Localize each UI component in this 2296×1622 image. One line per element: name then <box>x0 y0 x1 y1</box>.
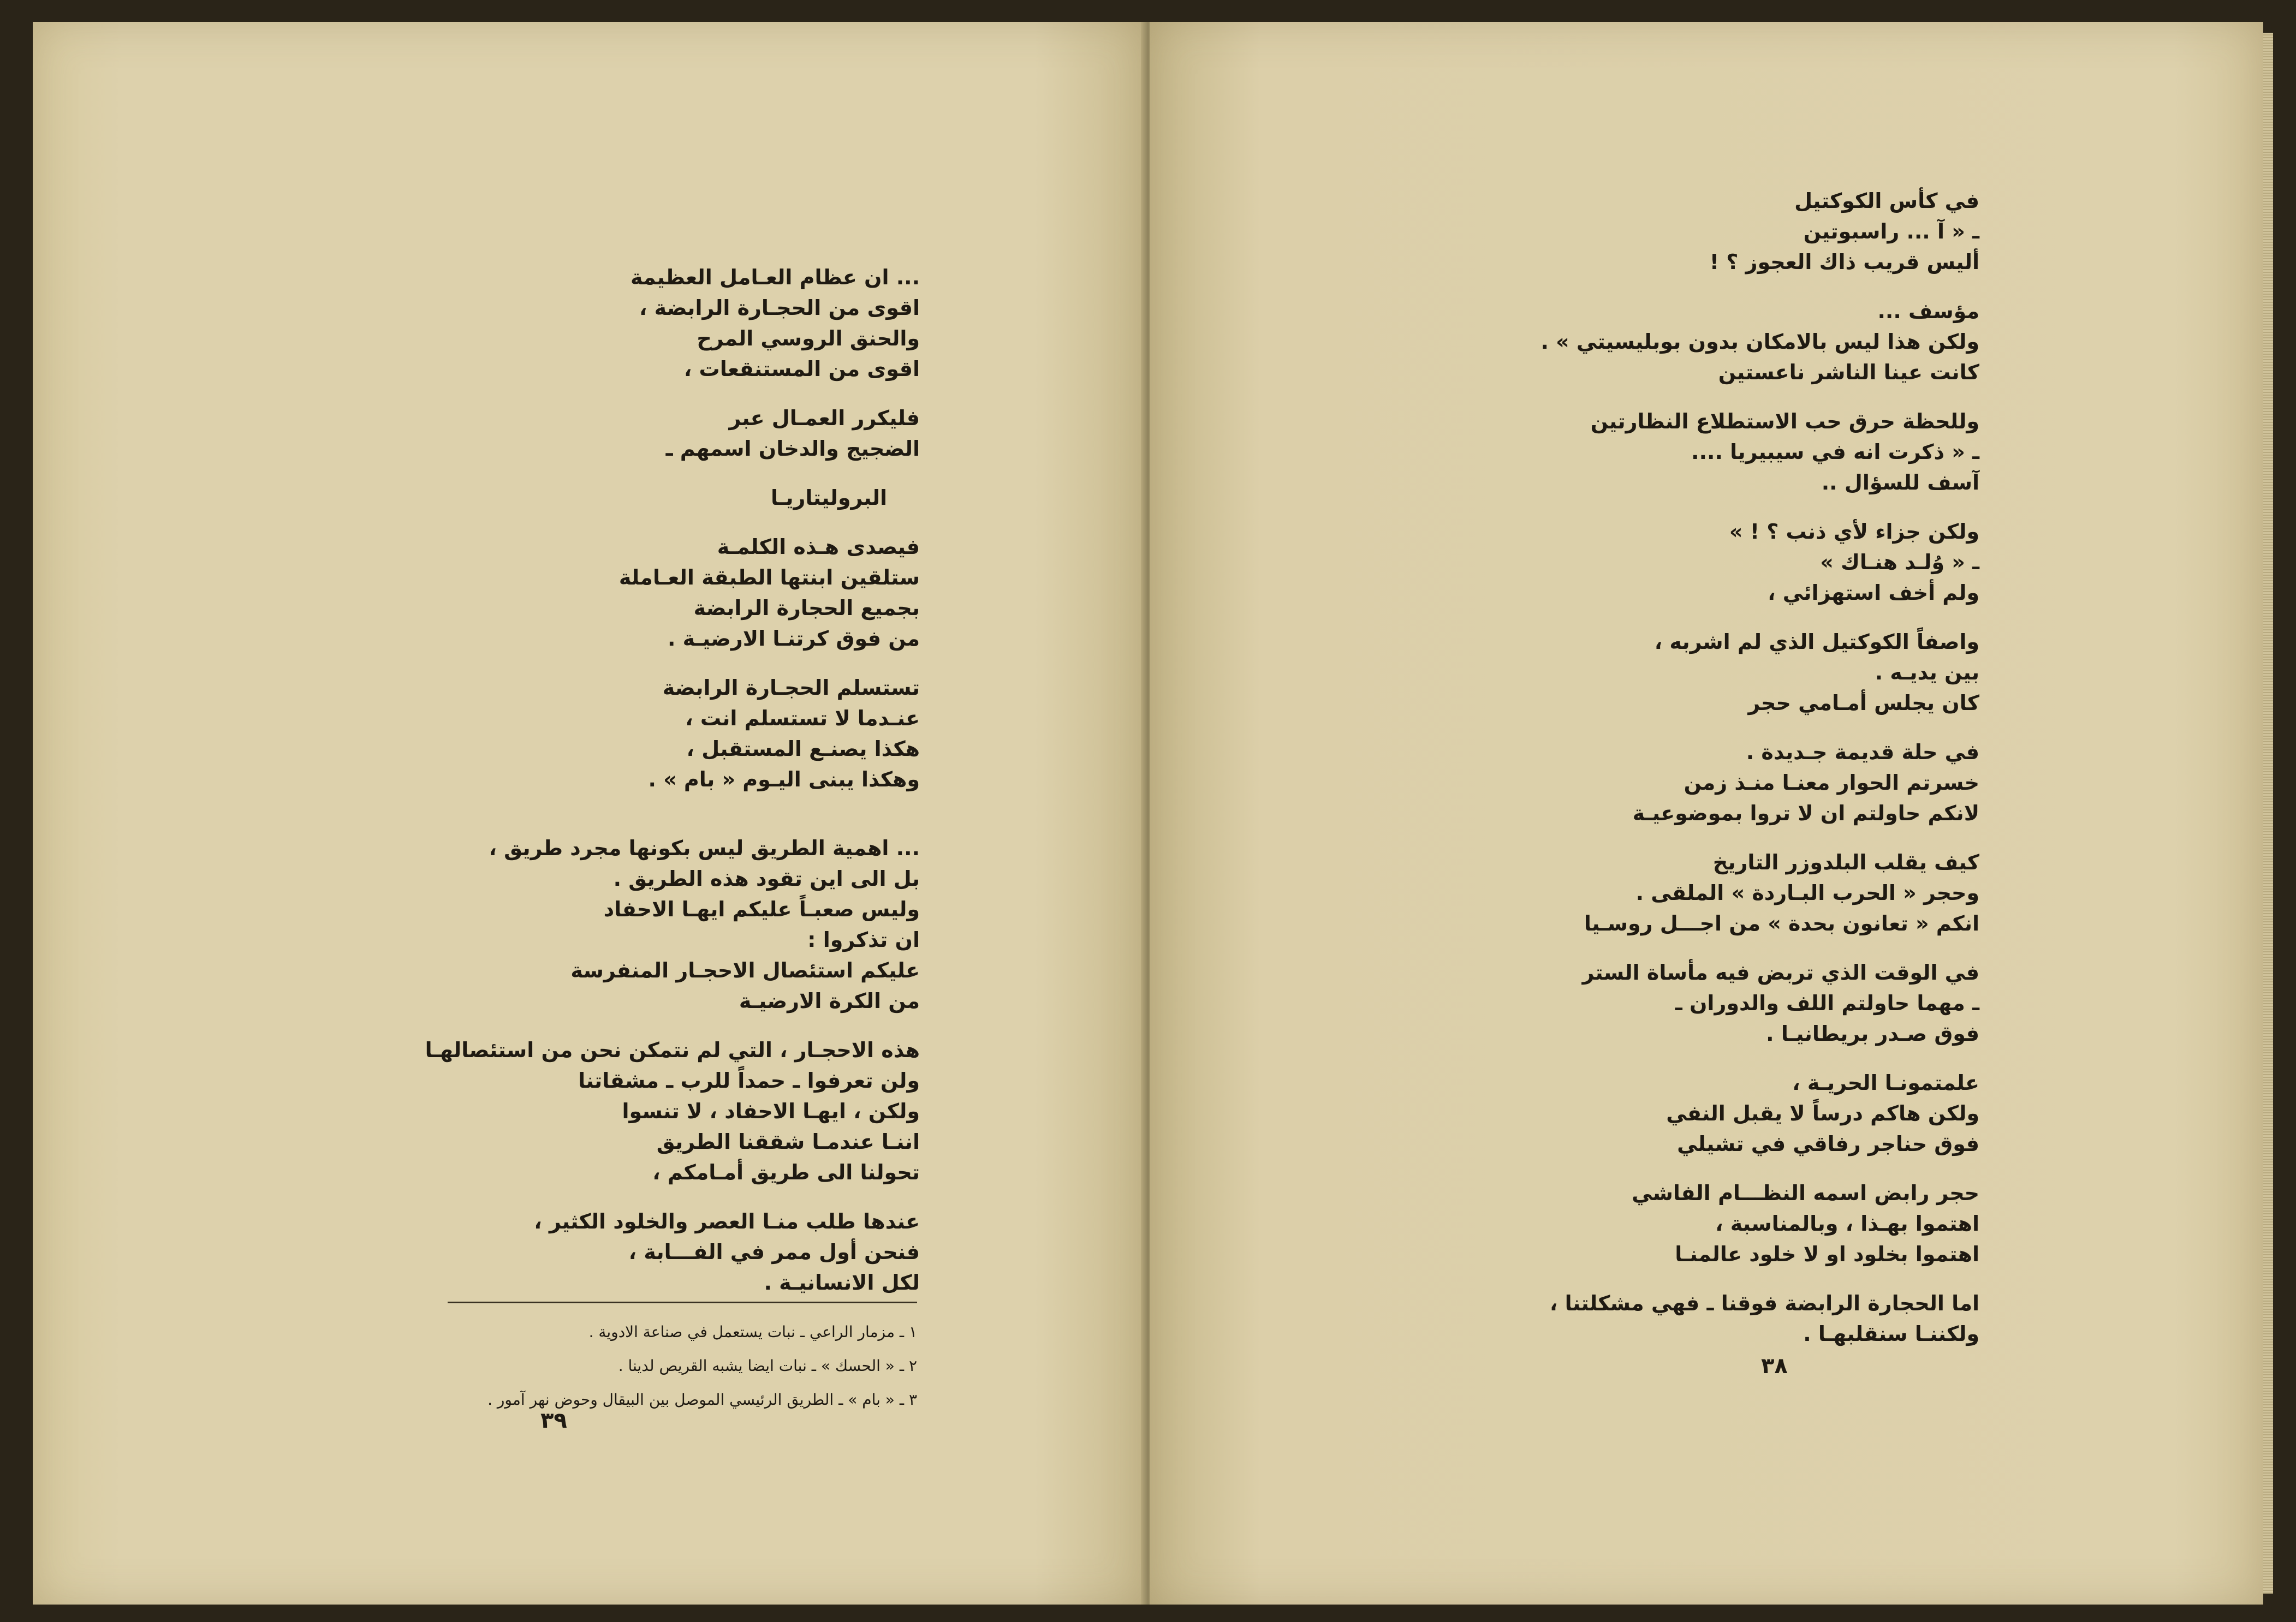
stanza <box>1540 737 1979 828</box>
poem-line: ولكننـا سنقلبهـا . <box>1803 1322 1979 1346</box>
poem-line: فوق صـدر بريطانيـا . <box>1766 1022 1979 1046</box>
stanza <box>1540 957 1979 1049</box>
poem-line: ولم أخف استهزائي ، <box>1768 581 1979 605</box>
open-book <box>33 22 2263 1605</box>
stanza <box>425 833 920 1016</box>
poem-line: ـ « آ ... راسبوتين <box>1803 219 1979 243</box>
poem-line: ـ « ذكرت انه في سيبيريا .... <box>1691 440 1979 464</box>
stanza <box>1540 1178 1979 1269</box>
poem-line: في الوقت الذي تربض فيه مأساة الستر <box>1582 961 1979 985</box>
poem-line: بل الى اين تقود هذه الطريق . <box>613 867 920 891</box>
poem-line: والحنق الروسي المرح <box>697 326 920 350</box>
poem-line: البروليتاريـا <box>770 486 887 510</box>
poem-line: من الكرة الارضيـة <box>739 989 920 1013</box>
stanza <box>425 403 920 464</box>
page-number-left: ٣٩ <box>540 1408 567 1433</box>
poem-line: اقوى من المستنقعات ، <box>683 357 920 381</box>
poem-line: في حلة قديمة جـديدة . <box>1746 740 1979 764</box>
poem-line: مؤسف ... <box>1877 299 1979 323</box>
poem-line: من فوق كرتنـا الارضيـة . <box>668 627 920 651</box>
poem-line: وحجر « الحرب البـاردة » الملقى . <box>1635 881 1979 905</box>
poem-line: لانكم حاولتم ان لا تروا بموضوعيـة <box>1632 801 1979 825</box>
poem-line: اقوى من الحجـارة الرابضة ، <box>639 296 920 320</box>
poem-line: ان تذكروا : <box>807 928 920 952</box>
stanza <box>1540 516 1979 608</box>
stanza <box>1540 296 1979 387</box>
poem-line: ولكن ، ايهـا الاحفاد ، لا تنسوا <box>622 1099 920 1123</box>
footnotes <box>487 1315 917 1417</box>
poem-line: عنـدما لا تستسلم انت ، <box>685 706 920 730</box>
footnote: ٢ ـ « الحسك » ـ نبات ايضا يشبه القريص لدينا . <box>618 1357 917 1375</box>
right-page-poem <box>1540 186 1979 1368</box>
poem-line: فوق حناجر رفاقي في تشيلي <box>1677 1132 1979 1156</box>
footnote: ٣ ـ « بام » ـ الطريق الرئيسي الموصل بين البيقال وحوض نهر آمور . <box>487 1391 917 1409</box>
poem-line: ولن تعرفوا ـ حمداً للرب ـ مشقاتنا <box>578 1069 920 1093</box>
stanza <box>425 262 920 384</box>
footnote: ١ ـ مزمار الراعي ـ نبات يستعمل في صناعة الادوية . <box>588 1323 917 1341</box>
poem-line: خسرتم الحوار معنـا منـذ زمن <box>1684 771 1979 795</box>
poem-line: ولكن هذا ليس بالامكان بدون بوبليسيتي » . <box>1540 330 1979 354</box>
poem-line: فنحن أول ممر في الفـــابة ، <box>628 1240 920 1264</box>
poem-line: بجميع الحجارة الرابضة <box>693 596 920 620</box>
stanza <box>1540 1068 1979 1159</box>
poem-line: علمتمونـا الحريـة ، <box>1792 1071 1979 1095</box>
stanza <box>1540 1288 1979 1349</box>
poem-line: اما الحجارة الرابضة فوقنا ـ فهي مشكلتنا ، <box>1549 1291 1979 1315</box>
stanza <box>1540 186 1979 277</box>
poem-line: ستلقين ابنتها الطبقة العـاملة <box>618 565 920 589</box>
poem-line: فيصدى هـذه الكلمـة <box>717 535 920 559</box>
poem-line: كيف يقلب البلدوزر التاريخ <box>1712 850 1979 874</box>
poem-line: فليكرر العمـال عبر <box>729 406 920 430</box>
poem-line: بين يديـه . <box>1875 660 1979 684</box>
poem-line: عندها طلب منـا العصر والخلود الكثير ، <box>534 1209 920 1233</box>
poem-line: ... اهمية الطريق ليس بكونها مجرد طريق ، <box>489 836 920 860</box>
poem-line: اننـا عندمـا شققنا الطريق <box>656 1130 920 1154</box>
poem-line: لكل الانسانيـة . <box>764 1271 920 1295</box>
stanza <box>1540 627 1979 718</box>
stanza <box>425 1206 920 1298</box>
poem-line: الضجيج والدخان اسمهم ـ <box>665 437 920 461</box>
stanza <box>425 532 920 654</box>
right-page <box>1150 22 2263 1605</box>
poem-line: هذه الاحجـار ، التي لم نتمكن نحن من استئصالهـا <box>425 1038 920 1062</box>
poem-line: ... ان عظام العـامل العظيمة <box>630 265 920 289</box>
poem-line: وليس صعبـاً عليكم ايهـا الاحفاد <box>603 897 920 921</box>
poem-line: هكذا يصنـع المستقبل ، <box>686 737 920 761</box>
poem-line: ـ « وُلـد هنـاك » <box>1820 550 1979 574</box>
poem-line: ولكن هاكم درساً لا يقبل النفي <box>1666 1101 1979 1125</box>
poem-line: انكم « تعانون بحدة » من اجـــل روسـيا <box>1584 911 1979 935</box>
stanza <box>425 482 920 513</box>
poem-line: في كأس الكوكتيل <box>1794 189 1979 213</box>
poem-line: تحولنا الى طريق أمـامكم ، <box>652 1160 920 1184</box>
stanza <box>425 1035 920 1188</box>
stanza <box>1540 406 1979 498</box>
poem-line: كانت عينا الناشر ناعستين <box>1718 360 1979 384</box>
left-page-poem <box>425 262 920 1316</box>
poem-line: عليكم استئصال الاحجـار المنفرسة <box>570 958 920 982</box>
poem-line: تستسلم الحجـارة الرابضة <box>662 676 920 700</box>
stanza <box>1540 847 1979 939</box>
page-number-right: ٣٨ <box>1761 1353 1788 1379</box>
poem-line: وهكذا يبنى اليـوم « بام » . <box>648 767 920 791</box>
left-page <box>33 22 1146 1605</box>
poem-line: اهتموا بخلود او لا خلود عالمنـا <box>1675 1242 1979 1266</box>
page-edge <box>2263 33 2273 1594</box>
poem-line: كان يجلس أمـامي حجر <box>1748 691 1979 715</box>
stanza <box>425 672 920 795</box>
poem-line: ولكن جزاء لأي ذنب ؟ ! » <box>1729 520 1979 544</box>
poem-line: حجر رابض اسمه النظـــام الفاشي <box>1632 1181 1979 1205</box>
poem-line: آسف للسؤال .. <box>1821 470 1979 494</box>
poem-line: اهتموا بهـذا ، وبالمناسبة ، <box>1715 1212 1979 1236</box>
poem-line: أليس قريب ذاك العجوز ؟ ! <box>1709 250 1979 274</box>
poem-line: واصفاً الكوكتيل الذي لم اشربه ، <box>1654 630 1979 654</box>
poem-line: ـ مهما حاولتم اللف والدوران ـ <box>1675 991 1979 1015</box>
footnote-divider <box>448 1302 917 1303</box>
poem-line: وللحظة حرق حب الاستطلاع النظارتين <box>1590 409 1979 433</box>
